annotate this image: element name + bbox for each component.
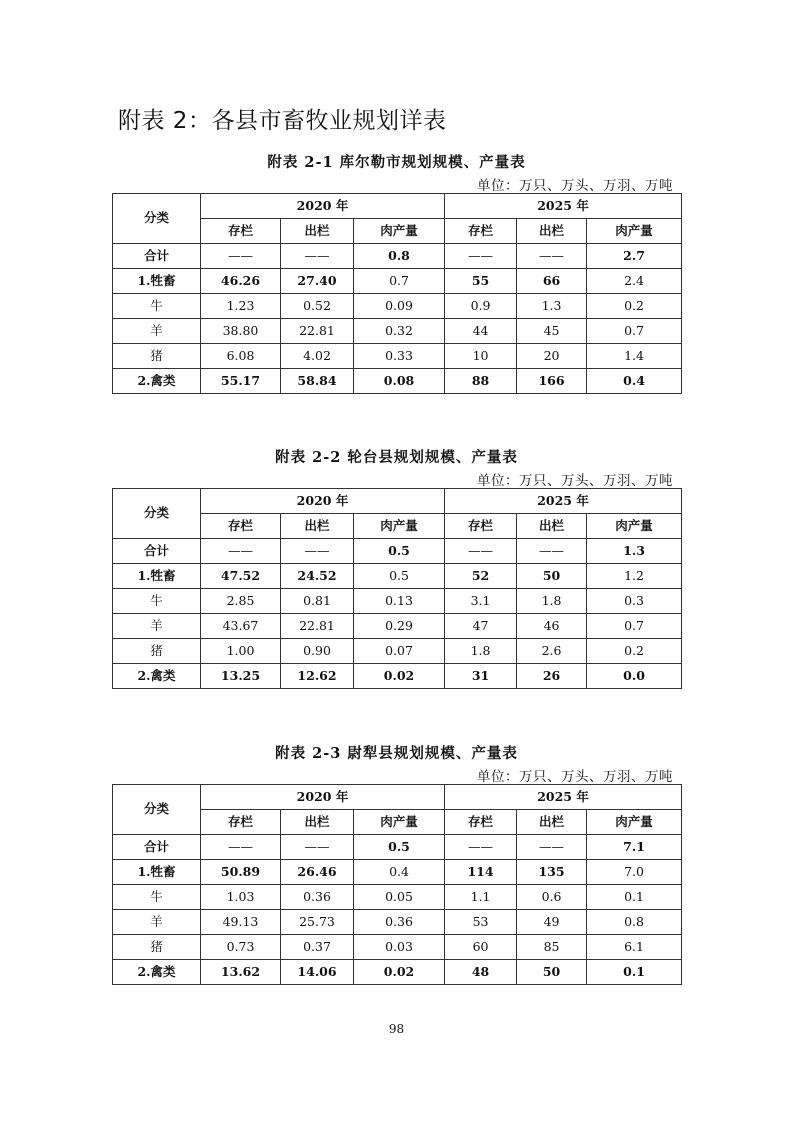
category-header: 分类 [113,489,201,539]
sub-header: 出栏 [517,219,587,244]
row-label: 猪 [113,344,201,369]
table-cell: 52 [445,564,517,589]
table-cell: 1.3 [587,539,682,564]
table-cell: 88 [445,369,517,394]
table-cell: 50.89 [201,860,281,885]
table-cell: 2.7 [587,244,682,269]
table-row [113,539,682,564]
sub-header: 出栏 [517,810,587,835]
sub-header: 肉产量 [354,514,445,539]
table-cell: 1.8 [445,639,517,664]
table-cell: 49.13 [201,910,281,935]
table-cell: 0.07 [354,639,445,664]
table-cell: —— [517,539,587,564]
table-cell: 0.7 [587,614,682,639]
table-cell: 0.0 [587,664,682,689]
table-cell: —— [517,244,587,269]
table-row [113,369,682,394]
sub-header: 肉产量 [587,219,682,244]
table-cell: 60 [445,935,517,960]
sub-header: 存栏 [201,219,281,244]
table-cell: 49 [517,910,587,935]
table-cell: 0.73 [201,935,281,960]
table-row [113,589,682,614]
sub-header: 存栏 [445,514,517,539]
row-label: 合计 [113,539,201,564]
table-cell: 0.6 [517,885,587,910]
table-cell: —— [201,244,281,269]
table-row [113,564,682,589]
table-cell: 55 [445,269,517,294]
table-cell: 0.33 [354,344,445,369]
sub-header: 肉产量 [587,810,682,835]
row-label: 合计 [113,835,201,860]
table-cell: 25.73 [281,910,354,935]
table-cell: 0.08 [354,369,445,394]
table-cell: 0.36 [281,885,354,910]
table-cell: 47 [445,614,517,639]
table-cell: 0.32 [354,319,445,344]
row-label: 牛 [113,294,201,319]
table-cell: 1.03 [201,885,281,910]
table-row [113,294,682,319]
table-cell: 24.52 [281,564,354,589]
table-cell: 4.02 [281,344,354,369]
row-label: 羊 [113,910,201,935]
data-table [112,488,682,689]
sub-header: 存栏 [201,810,281,835]
row-label: 2.禽类 [113,960,201,985]
category-header: 分类 [113,785,201,835]
table-cell: 46 [517,614,587,639]
row-label: 2.禽类 [113,369,201,394]
table-cell: 31 [445,664,517,689]
row-label: 牛 [113,885,201,910]
table-cell: 0.52 [281,294,354,319]
sub-header: 出栏 [281,810,354,835]
header-row [113,194,682,219]
row-label: 猪 [113,639,201,664]
table-cell: 13.25 [201,664,281,689]
table-cell: —— [201,835,281,860]
table-cell: 0.02 [354,664,445,689]
row-label: 猪 [113,935,201,960]
row-label: 牛 [113,589,201,614]
table-cell: 26.46 [281,860,354,885]
table-cell: 50 [517,960,587,985]
table-cell: 0.5 [354,835,445,860]
table-cell: 14.06 [281,960,354,985]
header-row [113,489,682,514]
table-cell: 0.7 [587,319,682,344]
table-cell: 0.7 [354,269,445,294]
table-cell: 0.8 [354,244,445,269]
table-cell: 55.17 [201,369,281,394]
table-row [113,614,682,639]
table-cell: 50 [517,564,587,589]
table-cell: 44 [445,319,517,344]
table-cell: 0.05 [354,885,445,910]
year-header: 2025 年 [445,785,682,810]
table-cell: 1.8 [517,589,587,614]
row-label: 合计 [113,244,201,269]
table-cell: 53 [445,910,517,935]
table-row [113,664,682,689]
table-cell: 114 [445,860,517,885]
table-row [113,860,682,885]
table-cell: —— [281,539,354,564]
table-cell: 13.62 [201,960,281,985]
year-header: 2025 年 [445,194,682,219]
page-title: 附表 2：各县市畜牧业规划详表 [118,108,447,134]
table-cell: 0.1 [587,960,682,985]
table-cell: 46.26 [201,269,281,294]
table-cell: 0.37 [281,935,354,960]
table-cell: 2.6 [517,639,587,664]
table-cell: 6.08 [201,344,281,369]
header-row [113,785,682,810]
table-cell: 27.40 [281,269,354,294]
table-cell: 7.0 [587,860,682,885]
table-cell: 0.9 [445,294,517,319]
table-cell: 26 [517,664,587,689]
table-cell: —— [281,244,354,269]
sub-header: 出栏 [517,514,587,539]
table-cell: 1.00 [201,639,281,664]
table-cell: 0.03 [354,935,445,960]
sub-header: 肉产量 [354,810,445,835]
table-cell: 43.67 [201,614,281,639]
table-cell: 0.36 [354,910,445,935]
table-cell: 38.80 [201,319,281,344]
table-cell: 85 [517,935,587,960]
table-row [113,319,682,344]
table-cell: 7.1 [587,835,682,860]
table-cell: —— [445,539,517,564]
unit-note: 单位：万只、万头、万羽、万吨 [477,473,673,489]
table-row [113,639,682,664]
table-cell: 0.81 [281,589,354,614]
table-row [113,910,682,935]
unit-note: 单位：万只、万头、万羽、万吨 [477,178,673,194]
table-cell: 0.13 [354,589,445,614]
table-cell: 0.2 [587,294,682,319]
table-cell: 0.4 [354,860,445,885]
sub-header: 肉产量 [354,219,445,244]
table-row [113,885,682,910]
table-cell: —— [445,244,517,269]
table-cell: 47.52 [201,564,281,589]
table-cell: 0.4 [587,369,682,394]
sub-header: 存栏 [445,219,517,244]
table-row [113,269,682,294]
row-label: 羊 [113,319,201,344]
year-header: 2020 年 [201,785,445,810]
table-cell: 2.85 [201,589,281,614]
table-row [113,935,682,960]
table-cell: 22.81 [281,319,354,344]
table-cell: 1.4 [587,344,682,369]
table-cell: 20 [517,344,587,369]
category-header: 分类 [113,194,201,244]
table-cell: 0.90 [281,639,354,664]
table-cell: —— [281,835,354,860]
table-cell: 0.3 [587,589,682,614]
table-cell: 0.1 [587,885,682,910]
year-header: 2020 年 [201,194,445,219]
table-cell: 1.3 [517,294,587,319]
sub-header: 存栏 [201,514,281,539]
table-cell: 0.02 [354,960,445,985]
row-label: 羊 [113,614,201,639]
table-cell: 0.09 [354,294,445,319]
table-cell: 0.2 [587,639,682,664]
row-label: 1.牲畜 [113,269,201,294]
row-label: 1.牲畜 [113,564,201,589]
table-cell: —— [201,539,281,564]
unit-note: 单位：万只、万头、万羽、万吨 [477,769,673,785]
table-cell: 12.62 [281,664,354,689]
table-cell: 48 [445,960,517,985]
table-cell: 1.2 [587,564,682,589]
table-cell: 22.81 [281,614,354,639]
table-caption: 附表 2-3 尉犁县规划规模、产量表 [275,745,518,762]
table-cell: 0.5 [354,539,445,564]
table-row [113,244,682,269]
table-cell: 6.1 [587,935,682,960]
row-label: 2.禽类 [113,664,201,689]
table-cell: 66 [517,269,587,294]
year-header: 2020 年 [201,489,445,514]
row-label: 1.牲畜 [113,860,201,885]
table-cell: 1.1 [445,885,517,910]
table-cell: 0.5 [354,564,445,589]
table-cell: —— [517,835,587,860]
table-cell: 0.8 [587,910,682,935]
table-cell: 2.4 [587,269,682,294]
table-caption: 附表 2-2 轮台县规划规模、产量表 [275,449,518,466]
table-cell: 10 [445,344,517,369]
sub-header: 肉产量 [587,514,682,539]
table-cell: 166 [517,369,587,394]
table-cell: 3.1 [445,589,517,614]
page-number: 98 [388,1022,405,1036]
table-row [113,835,682,860]
sub-header: 出栏 [281,219,354,244]
table-cell: 45 [517,319,587,344]
table-caption: 附表 2-1 库尔勒市规划规模、产量表 [267,154,526,171]
table-cell: 0.29 [354,614,445,639]
table-row [113,344,682,369]
sub-header: 出栏 [281,514,354,539]
table-cell: 135 [517,860,587,885]
data-table [112,784,682,985]
table-cell: 58.84 [281,369,354,394]
data-table [112,193,682,394]
table-cell: —— [445,835,517,860]
table-row [113,960,682,985]
year-header: 2025 年 [445,489,682,514]
sub-header: 存栏 [445,810,517,835]
table-cell: 1.23 [201,294,281,319]
